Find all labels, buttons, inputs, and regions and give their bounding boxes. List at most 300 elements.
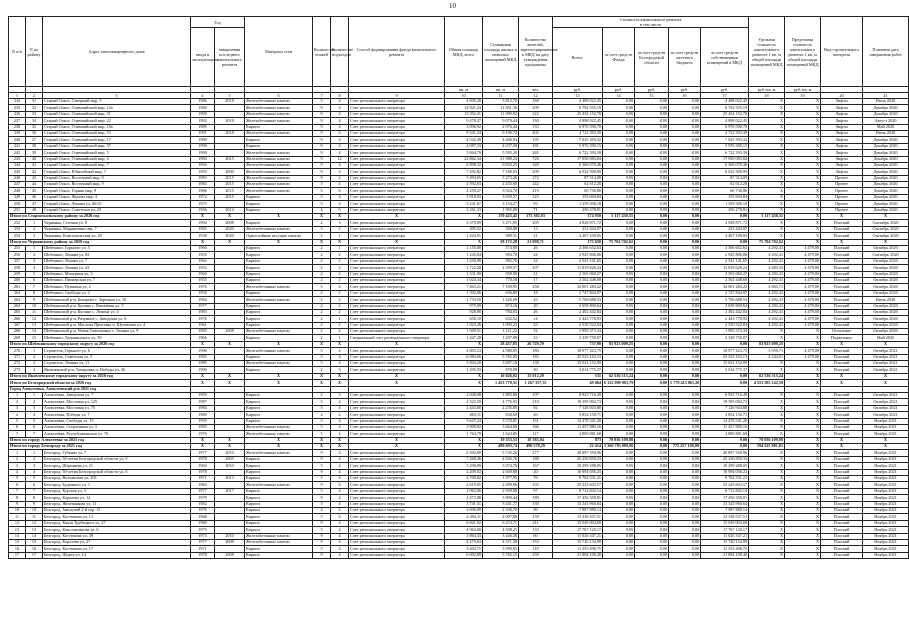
address-cell: Белгород, 50-летия Белгородской области ул, 9 xyxy=(43,456,191,462)
table-cell: Счет регионального оператора xyxy=(349,367,445,373)
table-cell: Счет регионального оператора xyxy=(349,527,445,533)
table-cell: X xyxy=(749,392,785,398)
table-cell: Счет регионального оператора xyxy=(349,150,445,156)
table-cell: X xyxy=(785,533,821,539)
table-cell: X xyxy=(749,118,785,124)
table-cell: 0,00 xyxy=(635,405,669,411)
table-cell: Сентябрь 2020 xyxy=(863,226,909,232)
table-cell: 0,00 xyxy=(603,418,635,424)
table-cell: 3 xyxy=(26,361,43,367)
table-cell: Счет регионального оператора xyxy=(349,495,445,501)
table-cell: Плоский xyxy=(821,424,863,430)
table-cell: Кирпич xyxy=(245,265,313,271)
table-cell: Железобетонные панели xyxy=(245,348,313,354)
table-cell: 2 xyxy=(331,252,349,258)
table-cell: 245 xyxy=(9,169,26,175)
table-cell: Счет регионального оператора xyxy=(349,546,445,552)
table-cell: Счет регионального оператора xyxy=(349,520,445,526)
header-cell: Количество подъездов xyxy=(331,17,349,87)
table-cell: 5 xyxy=(313,361,331,367)
address-cell: Белгород, Щорса ул, 14 xyxy=(43,552,191,558)
address-cell: Шебекинский р-н, Новая Таволжанка с, Ленина ул, 9 xyxy=(43,329,191,335)
table-cell: 250 xyxy=(9,201,26,207)
table-cell: 0,00 xyxy=(603,495,635,501)
table-cell: X xyxy=(749,527,785,533)
table-cell: 0,00 xyxy=(635,309,669,315)
table-cell: 4 800 881,68 xyxy=(701,431,749,437)
table-cell: 1 297,89 xyxy=(483,335,519,341)
table-cell: 4 898 022,45 xyxy=(701,118,749,124)
table-cell: 2 619,05 xyxy=(445,482,483,488)
table-cell: 1938 xyxy=(191,233,215,239)
address-cell: Старый Оскол, Юбилейный мкр, 7 xyxy=(43,169,191,175)
table-cell: 1978 xyxy=(191,456,215,462)
header-cell: Плановая дата завершения работ xyxy=(863,17,909,87)
table-cell: 0,00 xyxy=(669,329,701,335)
table-cell: 0,00 xyxy=(603,169,635,175)
table-cell: 9 xyxy=(313,143,331,149)
table-cell: 4 406,94 xyxy=(483,137,519,143)
table-cell: 11 457 880,16 xyxy=(553,424,603,430)
unit-cell: чел. xyxy=(519,87,553,93)
table-cell: 0,00 xyxy=(603,118,635,124)
table-cell: 4 xyxy=(331,284,349,290)
table-cell: Отопление xyxy=(821,329,863,335)
address-cell: Белгород, Курская ул, 3 xyxy=(43,488,191,494)
table-cell: 2 xyxy=(313,271,331,277)
table-cell: X xyxy=(749,456,785,462)
table-cell: 0,00 xyxy=(635,118,669,124)
table-cell: X xyxy=(863,444,909,450)
table-cell: 130 xyxy=(519,501,553,507)
table-cell: 0,00 xyxy=(603,361,635,367)
table-cell: 0,00 xyxy=(603,137,635,143)
table-cell: 7 xyxy=(9,488,26,494)
table-cell: 70 036 109,88 xyxy=(603,437,635,443)
table-cell: 17 xyxy=(9,552,26,558)
table-cell: 0,00 xyxy=(603,322,635,328)
table-cell: Счет регионального оператора xyxy=(349,482,445,488)
table-cell: 268 xyxy=(9,329,26,335)
table-cell: 5 765,15 xyxy=(483,552,519,558)
table-cell: X xyxy=(785,361,821,367)
table-cell: 2 530 522,04 xyxy=(553,322,603,328)
table-cell: Плоский xyxy=(821,520,863,526)
table-cell: 2018 xyxy=(215,130,245,136)
table-cell: 3 xyxy=(331,220,349,226)
table-cell: Счет регионального оператора xyxy=(349,322,445,328)
table-cell: 1990 xyxy=(191,367,215,373)
table-cell: 6 xyxy=(26,277,43,283)
table-cell: 133 xyxy=(519,124,553,130)
table-cell: X xyxy=(749,111,785,117)
table-cell: 1 xyxy=(26,220,43,226)
table-cell: X xyxy=(749,207,785,213)
table-cell: Счет регионального оператора xyxy=(349,303,445,309)
table-cell: X xyxy=(749,162,785,168)
table-cell: Железобетонные панели xyxy=(245,329,313,335)
column-number-cell: 19 xyxy=(785,93,821,99)
table-cell: X xyxy=(785,539,821,545)
table-cell: Счет регионального оператора xyxy=(349,361,445,367)
table-cell: 6 xyxy=(26,424,43,430)
table-cell: 1964 xyxy=(191,297,215,303)
table-cell: Лифты xyxy=(821,111,863,117)
table-cell: X xyxy=(331,239,349,245)
table-cell: 5 xyxy=(313,527,331,533)
table-cell: X xyxy=(215,341,245,347)
table-cell: Лифты xyxy=(821,124,863,130)
table-cell: Октябрь 2020 xyxy=(863,258,909,264)
table-cell: X xyxy=(749,105,785,111)
table-cell: X xyxy=(749,469,785,475)
table-cell: 11 819 628,24 xyxy=(553,265,603,271)
address-cell: Шебекино, Горького ул, 5 xyxy=(43,245,191,251)
table-cell: 0,00 xyxy=(669,239,701,245)
table-cell: X xyxy=(863,373,909,379)
table-cell: 25 523 163,13 xyxy=(701,354,749,360)
table-cell: Счет регионального оператора xyxy=(349,348,445,354)
table-cell: 0,00 xyxy=(701,239,749,245)
table-cell: 772 257 188,09 xyxy=(669,444,701,450)
header-cell: Количество жителей, зарегистрированных в МКД на дату утверждения программы xyxy=(519,17,553,87)
table-cell: 0,00 xyxy=(701,214,749,220)
table-cell: 299 xyxy=(519,169,553,175)
table-cell: 0,00 xyxy=(669,220,701,226)
table-cell: 4 479,00 xyxy=(785,265,821,271)
table-cell: X xyxy=(215,380,245,386)
table-cell: 266 xyxy=(9,316,26,322)
table-cell: 0,00 xyxy=(635,207,669,213)
table-cell: Декабрь 2020 xyxy=(863,105,909,111)
table-cell: X xyxy=(785,444,821,450)
table-cell: 1978 xyxy=(191,469,215,475)
column-number-cell: 20 xyxy=(821,93,863,99)
table-cell: 225 xyxy=(519,194,553,200)
table-cell: 2 658 800,64 xyxy=(701,303,749,309)
table-cell: 0,00 xyxy=(603,456,635,462)
table-cell: X xyxy=(331,437,349,443)
table-cell: X xyxy=(749,418,785,424)
table-cell: 1936 xyxy=(191,207,215,213)
table-cell: 2 xyxy=(313,329,331,335)
table-cell: 75 704 702,62 xyxy=(603,239,635,245)
unit-cell: руб. xyxy=(635,87,669,93)
table-cell: X xyxy=(349,239,445,245)
table-cell: 75 704 702,62 xyxy=(749,239,785,245)
table-cell: X xyxy=(785,431,821,437)
table-cell: Плоский xyxy=(821,488,863,494)
table-cell: Специальный счет регионального оператора xyxy=(349,335,445,341)
address-cell: Шебекинский р-н, Разумное с, Заводская ул, 6 xyxy=(43,316,191,322)
table-cell: 4 xyxy=(9,469,26,475)
header-cell: N п/п xyxy=(9,17,26,87)
table-cell: Июль 2020 xyxy=(863,297,909,303)
table-cell: 7 987 880,14 xyxy=(553,508,603,514)
table-cell: X xyxy=(785,220,821,226)
table-cell: 0,00 xyxy=(603,277,635,283)
table-cell: 4 xyxy=(26,469,43,475)
table-cell: 4 483,35 xyxy=(749,265,785,271)
table-cell: 1 447,28 xyxy=(445,335,483,341)
table-cell: Декабрь 2020 xyxy=(863,137,909,143)
table-cell: 3 659,37 xyxy=(483,194,519,200)
column-number-cell: 12 xyxy=(519,93,553,99)
table-cell: 2 xyxy=(313,303,331,309)
table-cell: 1968 xyxy=(191,514,215,520)
table-cell: 2 xyxy=(313,412,331,418)
table-cell: 4 479,00 xyxy=(785,297,821,303)
table-cell: 1971 xyxy=(191,476,215,482)
table-cell: Счет регионального оператора xyxy=(349,99,445,105)
table-cell: Плоский xyxy=(821,527,863,533)
address-cell: Старый Оскол, Олимпийский мкр, 57 xyxy=(43,143,191,149)
table-cell: 4 407 190,05 xyxy=(553,233,603,239)
table-cell: 2017 xyxy=(215,488,245,494)
address-cell: Шебекино, Пионерская ул, 7 xyxy=(43,277,191,283)
table-cell: 2018 xyxy=(215,118,245,124)
table-cell: 2 658 800,64 xyxy=(553,303,603,309)
table-cell: Плоский xyxy=(821,552,863,558)
table-cell: 7 xyxy=(26,431,43,437)
table-cell: 632,52 xyxy=(483,316,519,322)
table-cell: 62 536 515,24 xyxy=(603,373,635,379)
table-cell: Прочее xyxy=(821,188,863,194)
table-cell: X xyxy=(821,214,863,220)
table-cell: 242 xyxy=(9,150,26,156)
table-cell: Май 2020 xyxy=(863,335,909,341)
table-cell: Счет регионального оператора xyxy=(349,194,445,200)
table-cell: Счет регионального оператора xyxy=(349,220,445,226)
address-cell: Старый Оскол, Олимпийский мкр, 7 xyxy=(43,162,191,168)
table-cell: 0,00 xyxy=(635,130,669,136)
table-cell: 258 xyxy=(9,265,26,271)
unit-cell: руб. xyxy=(603,87,635,93)
table-cell: 0,00 xyxy=(669,169,701,175)
table-cell: X xyxy=(785,226,821,232)
table-cell: 8 923 716,49 xyxy=(701,392,749,398)
table-cell: 0,00 xyxy=(669,450,701,456)
table-cell: 2 366 652,63 xyxy=(553,245,603,251)
table-cell: 14 xyxy=(26,329,43,335)
table-cell: X xyxy=(445,214,483,220)
table-cell: 4 xyxy=(331,118,349,124)
table-cell: X xyxy=(349,437,445,443)
table-cell: X xyxy=(749,508,785,514)
table-cell: 0,00 xyxy=(635,482,669,488)
column-number-cell: 3 xyxy=(43,93,191,99)
address-cell: Алексеевка, Спортивная ул, 3 xyxy=(43,424,191,430)
table-cell: Кирпич xyxy=(245,258,313,264)
table-cell: Счет регионального оператора xyxy=(349,431,445,437)
table-cell: X xyxy=(749,482,785,488)
table-cell: 25 434 152,78 xyxy=(553,111,603,117)
table-cell: 272 xyxy=(9,361,26,367)
address-cell: Алексеевка, Мостовая ул, 75 xyxy=(43,405,191,411)
table-cell: 17 767 120,17 xyxy=(553,527,603,533)
table-cell: 4 479,00 xyxy=(785,354,821,360)
table-cell: 9 xyxy=(313,137,331,143)
table-cell: Счет регионального оператора xyxy=(349,284,445,290)
table-cell: Октябрь 2021 xyxy=(863,361,909,367)
table-cell: 1983 xyxy=(191,309,215,315)
address-cell: Старый Оскол, Восточный мкр, 9 xyxy=(43,182,191,188)
table-cell: 1 xyxy=(26,348,43,354)
table-cell: Октябрь 2021 xyxy=(863,367,909,373)
table-cell: 2009 xyxy=(215,169,245,175)
table-cell: 0,00 xyxy=(635,290,669,296)
table-cell: Железобетонные панели xyxy=(245,118,313,124)
table-cell: Плоский xyxy=(821,297,863,303)
table-cell: 71 xyxy=(519,207,553,213)
table-cell: 10 xyxy=(9,508,26,514)
table-cell: Октябрь 2021 xyxy=(863,399,909,405)
table-cell: X xyxy=(191,437,215,443)
table-cell: Счет регионального оператора xyxy=(349,316,445,322)
table-cell: X xyxy=(785,392,821,398)
table-cell: 6 821,92 xyxy=(445,520,483,526)
table-cell: Счет регионального оператора xyxy=(349,265,445,271)
table-cell: 11 353 498,75 xyxy=(553,546,603,552)
table-cell: 258 xyxy=(519,552,553,558)
table-cell: 118 xyxy=(519,546,553,552)
table-cell: 255 xyxy=(9,245,26,251)
table-cell: 4 325,59 xyxy=(445,399,483,405)
table-cell: 2 xyxy=(331,226,349,232)
table-cell: 0,00 xyxy=(635,284,669,290)
table-cell: Счет регионального оператора xyxy=(349,271,445,277)
table-cell: X xyxy=(785,201,821,207)
table-cell: 4 xyxy=(331,399,349,405)
table-cell: X xyxy=(749,233,785,239)
table-cell: 5 xyxy=(313,201,331,207)
table-cell: Кирпич xyxy=(245,456,313,462)
table-cell: X xyxy=(331,380,349,386)
table-cell: X xyxy=(785,188,821,194)
table-cell: X xyxy=(749,137,785,143)
table-cell: 0,00 xyxy=(635,348,669,354)
table-cell: 87 314,09 xyxy=(701,175,749,181)
table-cell: 0,00 xyxy=(669,162,701,168)
table-cell: 1993 xyxy=(191,169,215,175)
table-cell: Плоский xyxy=(821,399,863,405)
table-cell: X xyxy=(191,373,215,379)
table-cell: 0,00 xyxy=(669,508,701,514)
table-cell: 35 xyxy=(26,124,43,130)
table-cell: 4 xyxy=(331,424,349,430)
table-cell: X xyxy=(191,214,215,220)
table-cell: 4 962,00 xyxy=(445,527,483,533)
table-cell: Ноябрь 2021 xyxy=(863,431,909,437)
table-cell: 1 509,51 xyxy=(445,329,483,335)
address-cell: Шебекинский р-н, Купино с, Ленина ул, 4 xyxy=(43,309,191,315)
table-cell: 4 xyxy=(331,418,349,424)
table-cell: Счет регионального оператора xyxy=(349,297,445,303)
table-cell: 2 xyxy=(313,297,331,303)
table-cell: 1984 xyxy=(191,482,215,488)
table-cell: Счет регионального оператора xyxy=(349,552,445,558)
table-cell: 0,00 xyxy=(669,188,701,194)
table-cell: 6 xyxy=(9,482,26,488)
table-cell: 5 xyxy=(313,348,331,354)
table-cell: 4 898 022,45 xyxy=(553,118,603,124)
table-cell: 0,00 xyxy=(635,214,669,220)
table-cell: 2 xyxy=(313,335,331,341)
table-cell: 60 736,86 xyxy=(701,188,749,194)
table-cell: 874,16 xyxy=(483,303,519,309)
table-cell: Декабрь 2020 xyxy=(863,175,909,181)
table-cell: X xyxy=(785,418,821,424)
table-cell: Декабрь 2020 xyxy=(863,150,909,156)
table-cell: Плоский xyxy=(821,303,863,309)
table-cell: Октябрь 2020 xyxy=(863,271,909,277)
table-cell: X xyxy=(785,335,821,341)
table-cell: 252 xyxy=(9,220,26,226)
table-cell: 9 xyxy=(313,118,331,124)
table-cell: 13 xyxy=(519,226,553,232)
table-cell: 0,00 xyxy=(669,399,701,405)
table-cell: 1 xyxy=(331,245,349,251)
table-cell: 982,76 xyxy=(483,258,519,264)
table-cell: 0,00 xyxy=(635,380,669,386)
table-cell: 7 126 943,80 xyxy=(553,405,603,411)
table-cell: 928,80 xyxy=(445,309,483,315)
table-cell: 4 xyxy=(331,405,349,411)
table-cell: 0,00 xyxy=(603,284,635,290)
table-cell: 153 xyxy=(519,539,553,545)
table-cell: 39 xyxy=(26,150,43,156)
table-cell: 984,78 xyxy=(483,252,519,258)
table-cell: 14 xyxy=(26,533,43,539)
address-cell: Шебекино, Ленина ул, 43 xyxy=(43,265,191,271)
table-cell: 0,00 xyxy=(669,182,701,188)
table-cell: 0,00 xyxy=(669,335,701,341)
address-cell: Старый Оскол, Олимпийский мкр, 53 xyxy=(43,130,191,136)
table-cell: 5 xyxy=(313,182,331,188)
table-cell: Плоский xyxy=(821,539,863,545)
table-cell: 574,00 xyxy=(483,245,519,251)
table-cell: 0,00 xyxy=(603,367,635,373)
table-cell: 2015 xyxy=(215,194,245,200)
table-cell: 181 xyxy=(519,143,553,149)
table-cell: 0,00 xyxy=(603,354,635,360)
column-number-cell: 10 xyxy=(445,93,483,99)
table-cell: 28 457,85 xyxy=(483,341,519,347)
table-cell: 2 048,08 xyxy=(445,392,483,398)
header-cell: за счет средств Белгородской области xyxy=(635,28,669,87)
table-cell: 17 950 083,84 xyxy=(553,156,603,162)
table-cell: 180 xyxy=(519,348,553,354)
table-cell: 0,00 xyxy=(669,501,701,507)
table-cell: Счет регионального оператора xyxy=(349,508,445,514)
table-cell: 0,00 xyxy=(603,508,635,514)
table-cell: 6 xyxy=(331,482,349,488)
table-cell: Кирпич xyxy=(245,277,313,283)
table-cell: 2 xyxy=(313,508,331,514)
table-cell: X xyxy=(785,514,821,520)
table-cell: X xyxy=(785,214,821,220)
table-cell: 0,00 xyxy=(701,373,749,379)
address-cell: Белгород, Королева ул, 14 xyxy=(43,495,191,501)
address-cell: Алексеевка, Республиканская ул, 76 xyxy=(43,431,191,437)
table-cell: 770,50 xyxy=(483,277,519,283)
table-cell: 656,10 xyxy=(445,316,483,322)
table-cell: Кирпич xyxy=(245,495,313,501)
table-cell: Сентябрь 2020 xyxy=(863,252,909,258)
table-cell: X xyxy=(749,514,785,520)
table-cell: 9 xyxy=(313,456,331,462)
table-cell: 3 xyxy=(26,405,43,411)
